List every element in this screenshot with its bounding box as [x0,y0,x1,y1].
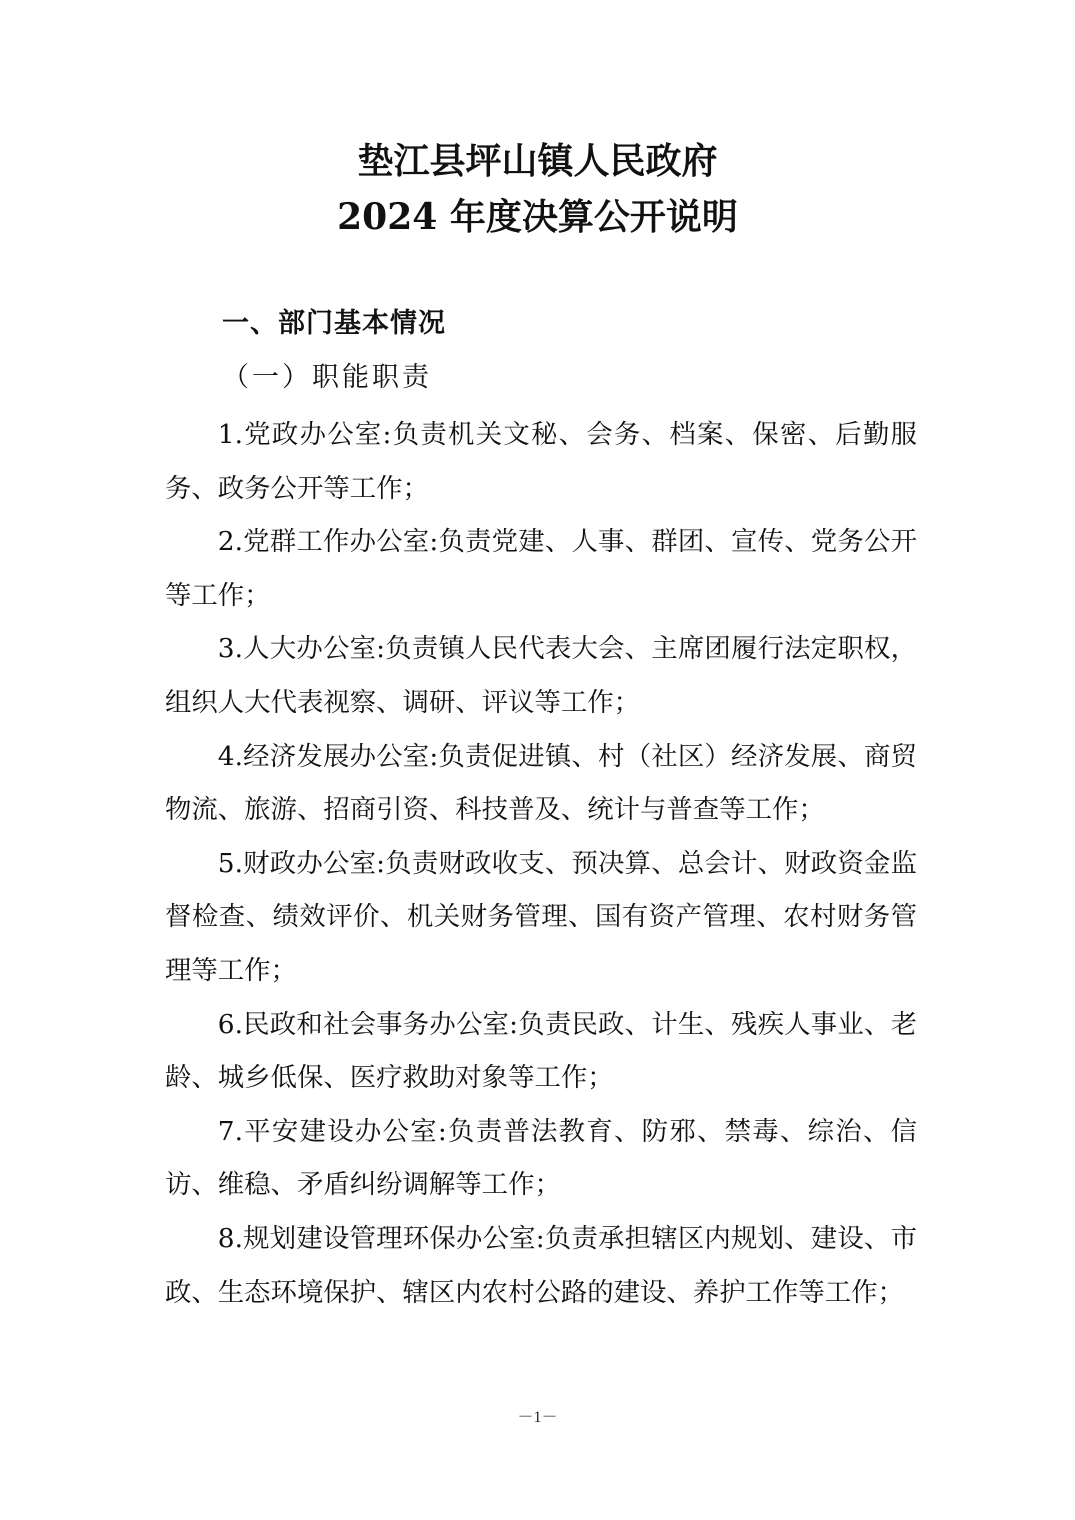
subsection-heading: （一）职能职责 [222,362,432,393]
document-title-line-2: 2024 年度决算公开说明 [337,196,738,238]
duty-item: 7.平安建设办公室:负责普法教育、防邪、禁毒、综治、信访、维稳、矛盾纠纷调解等工作； [165,1115,917,1201]
document-title-line-1: 垫江县坪山镇人民政府 [357,140,718,182]
duty-item: 4.经济发展办公室:负责促进镇、村（社区）经济发展、商贸物流、旅游、招商引资、科技普及、统计与普查等工作； [165,740,917,826]
duty-item: 1.党政办公室:负责机关文秘、会务、档案、保密、后勤服务、政务公开等工作； [165,419,917,504]
duty-item: 6.民政和社会事务办公室:负责民政、计生、残疾人事业、老龄、城乡低保、医疗救助对象等工作； [165,1008,917,1094]
section-heading: 一、部门基本情况 [222,308,446,339]
duty-item: 5.财政办公室:负责财政收支、预决算、总会计、财政资金监督检查、绩效评价、机关财务管理、国有资产管理、农村财务管理等工作； [165,847,917,986]
page-number: －1－ [517,1409,558,1426]
duty-item: 2.党群工作办公室:负责党建、人事、群团、宣传、党务公开等工作； [165,526,917,611]
duties-list [165,408,917,1319]
duty-item: 3.人大办公室:负责镇人民代表大会、主席团履行法定职权，组织人大代表视察、调研、评议等工作； [165,633,917,718]
duty-item: 8.规划建设管理环保办公室:负责承担辖区内规划、建设、市政、生态环境保护、辖区内农村公路的建设、养护工作等工作； [165,1222,917,1308]
